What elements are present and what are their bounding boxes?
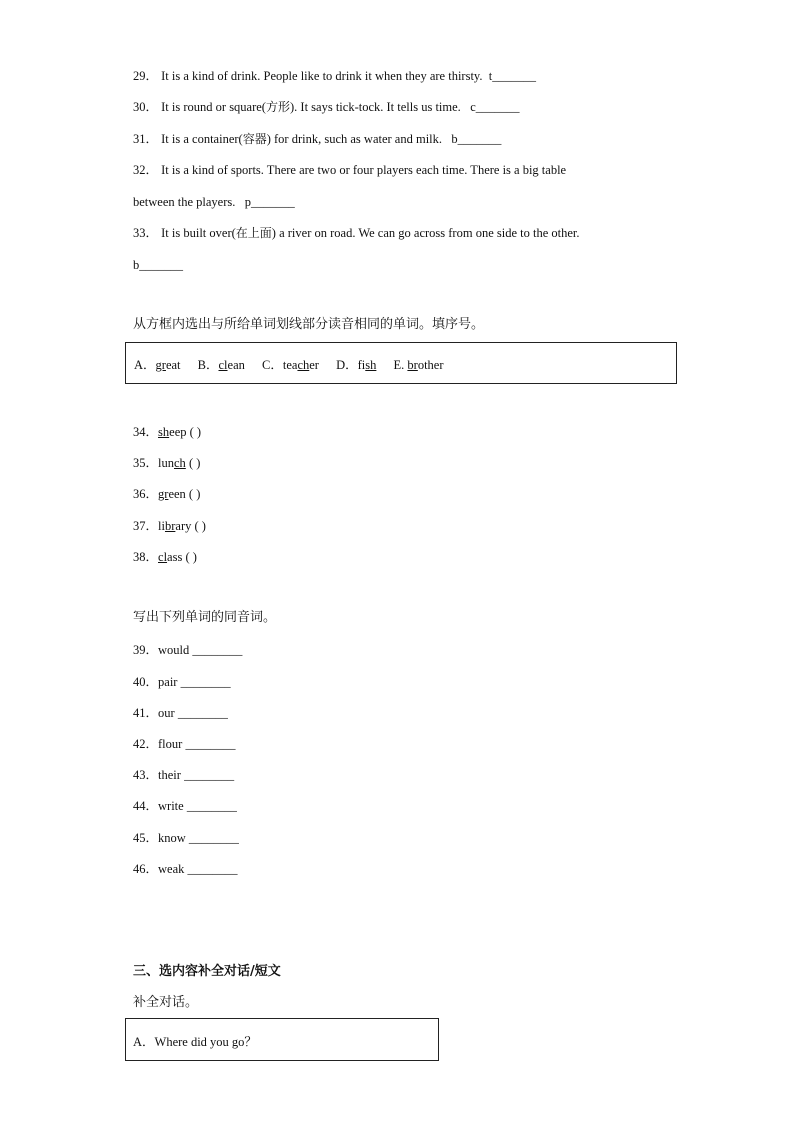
question-text: It is a kind of drink. People like to drink it when they are thirsty. (161, 69, 483, 83)
homophone-item-42: 42．flour ________ (133, 737, 236, 751)
question-number: 33 (133, 226, 146, 240)
option-a: A．great (134, 358, 181, 372)
option-b: B．clean (197, 358, 245, 372)
option-c: C．teacher (262, 358, 319, 372)
chinese-gloss: 在上面 (235, 226, 272, 240)
question-text-cont: between the players. (133, 195, 236, 209)
question-text-pre: It is round or square( (161, 100, 266, 114)
phonics-item-35: 35．lunch ( ) (133, 456, 201, 470)
option-e: E. brother (393, 358, 444, 372)
homophone-item-39: 39．would ________ (133, 643, 243, 657)
answer-blank[interactable]: c_______ (470, 100, 520, 114)
homophone-item-43: 43．their ________ (133, 768, 235, 782)
phonics-options-box (125, 342, 677, 384)
answer-blank[interactable]: b_______ (133, 258, 183, 272)
question-number: 29 (133, 69, 146, 83)
question-33: 33． It is built over(在上面) a river on road. We can go across from one side to the other. (133, 226, 580, 240)
homophone-item-41: 41．our ________ (133, 706, 228, 720)
phonics-item-38: 38．class ( ) (133, 550, 197, 564)
section-3-heading: 三、选内容补全对话/短文 (133, 964, 281, 979)
phonics-item-36: 36．green ( ) (133, 487, 201, 501)
answer-blank[interactable]: ________ (184, 768, 235, 782)
answer-blank[interactable]: ________ (187, 862, 238, 876)
answer-blank[interactable]: ________ (186, 799, 237, 813)
answer-blank[interactable]: ( ) (194, 519, 206, 533)
question-29: 29． It is a kind of drink. People like to drink it when they are thirsty. t_______ (133, 69, 536, 83)
answer-blank[interactable]: ( ) (189, 425, 202, 439)
answer-blank[interactable]: b_______ (451, 132, 502, 146)
homophones-instruction: 写出下列单词的同音词。 (133, 610, 277, 625)
answer-blank[interactable]: ________ (185, 737, 236, 751)
question-number: 31 (133, 132, 146, 146)
answer-blank[interactable]: ( ) (185, 550, 197, 564)
question-text-post: ) a river on road. We can go across from one side to the other. (271, 226, 580, 240)
phonics-item-37: 37．library ( ) (133, 519, 206, 533)
question-31: 31． It is a container(容器) for drink, such as water and milk. b_______ (133, 132, 502, 146)
question-33-answer-line (133, 257, 183, 273)
option-d: D．fish (336, 358, 377, 372)
answer-blank[interactable]: p_______ (244, 195, 295, 209)
section-3-instruction: 补全对话。 (133, 995, 199, 1010)
chinese-gloss: 方形 (265, 100, 290, 114)
answer-blank[interactable]: ________ (180, 675, 231, 689)
phonics-item-34: 34．sheep ( ) (133, 425, 202, 439)
phonics-instruction: 从方框内选出与所给单词划线部分读音相同的单词。填序号。 (133, 317, 485, 332)
answer-blank[interactable]: ________ (192, 643, 243, 657)
homophone-item-40: 40．pair ________ (133, 675, 231, 689)
question-32-continuation (133, 194, 295, 210)
question-text-post: ). It says tick-tock. It tells us time. (290, 100, 461, 114)
dialogue-option-a: A．Where did you go？ (133, 1035, 257, 1049)
homophone-item-45: 45．know ________ (133, 831, 239, 845)
question-text-pre: It is a container( (161, 132, 243, 146)
chinese-gloss: 容器 (242, 132, 267, 146)
answer-blank[interactable]: t_______ (488, 69, 536, 83)
answer-blank[interactable]: ________ (188, 831, 239, 845)
dialogue-options-box (125, 1018, 439, 1061)
homophone-item-44: 44．write ________ (133, 799, 237, 813)
question-text-post: ) for drink, such as water and milk. (266, 132, 443, 146)
answer-blank[interactable]: ________ (177, 706, 228, 720)
question-number: 30 (133, 100, 146, 114)
answer-blank[interactable]: ( ) (188, 456, 201, 470)
question-32: 32． It is a kind of sports. There are two or four players each time. There is a big table (133, 163, 567, 177)
question-text: It is a kind of sports. There are two or four players each time. There is a big table (161, 163, 567, 177)
answer-blank[interactable]: ( ) (188, 487, 201, 501)
question-number: 32 (133, 163, 146, 177)
homophone-item-46: 46．weak ________ (133, 862, 238, 876)
question-30: 30． It is round or square(方形). It says tick-tock. It tells us time. c_______ (133, 100, 520, 114)
question-text-pre: It is built over( (161, 226, 236, 240)
